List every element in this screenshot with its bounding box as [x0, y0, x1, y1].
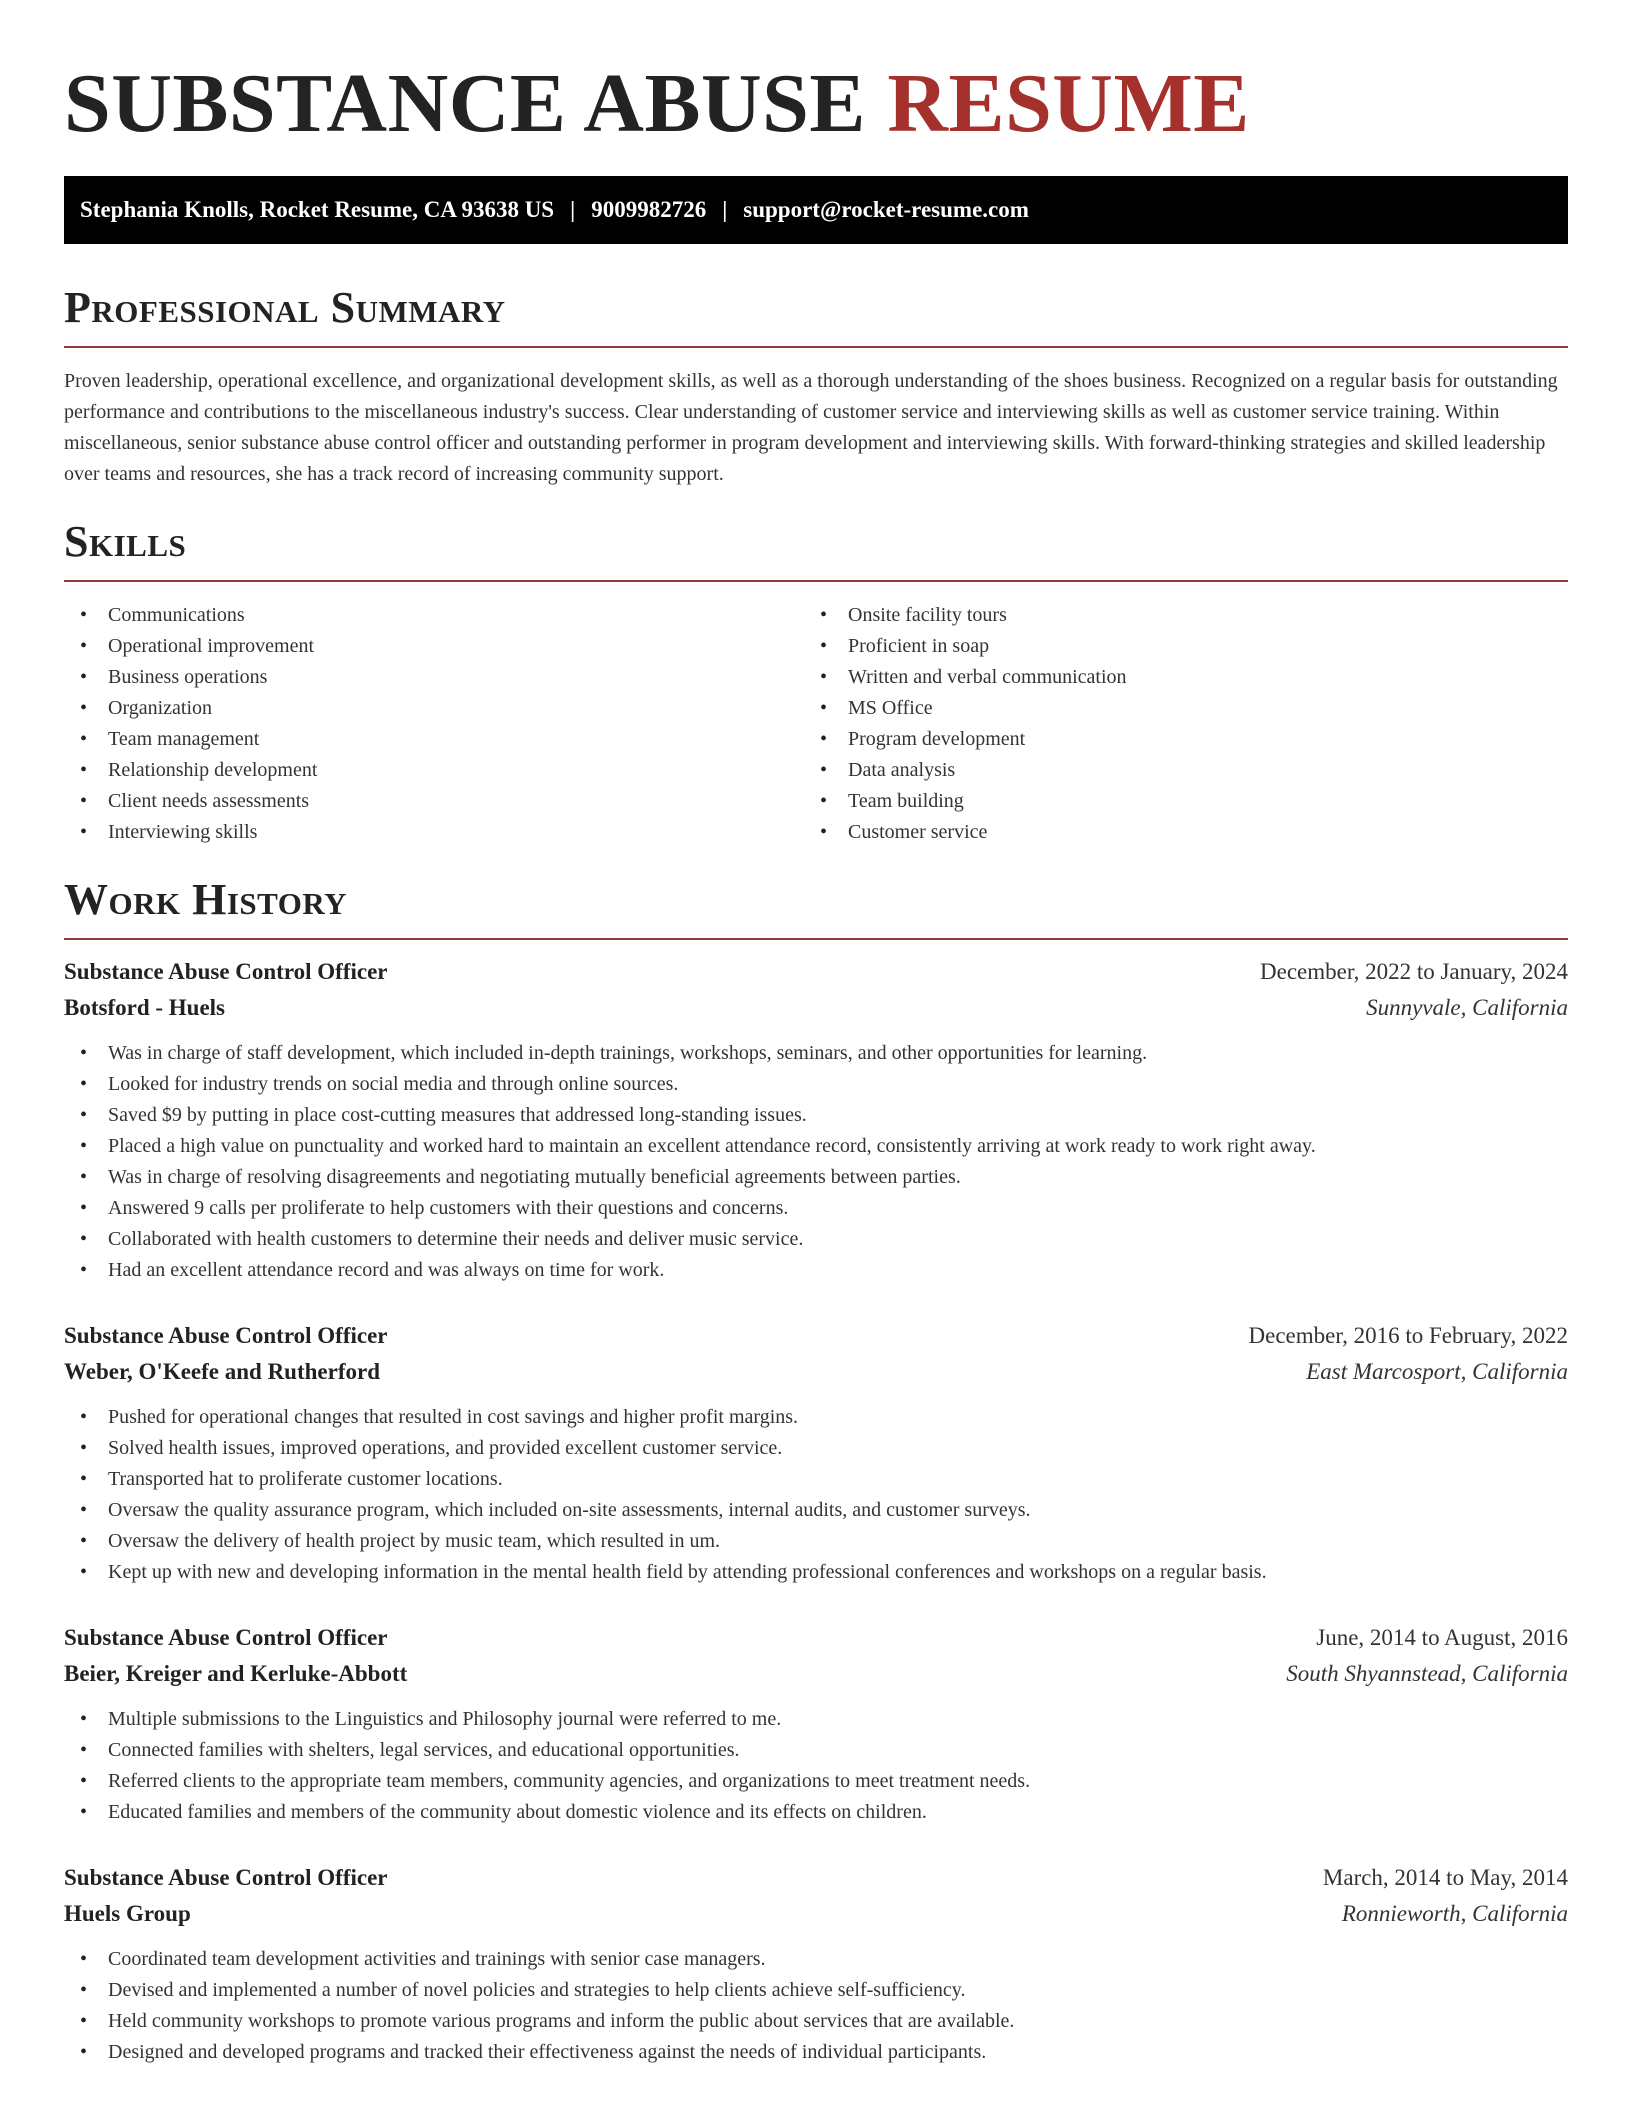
job-duties	[64, 1038, 1568, 1286]
duty-item: • Oversaw the quality assurance program, which included on-site assessments, internal audits, and customer surveys.	[64, 1495, 1568, 1526]
title-accent: RESUME	[887, 57, 1250, 150]
work-history-list	[64, 954, 1568, 2068]
skill-item: • Communications	[64, 600, 804, 631]
job-subheader-row	[64, 990, 1568, 1026]
job-subheader-row	[64, 1354, 1568, 1390]
skill-item: • Team building	[804, 786, 1544, 817]
job-duties	[64, 1704, 1568, 1828]
job-entry	[64, 954, 1568, 1286]
duty-item: • Oversaw the delivery of health project by music team, which resulted in um.	[64, 1526, 1568, 1557]
skills-list	[64, 600, 1568, 848]
skill-item: • Relationship development	[64, 755, 804, 786]
skill-item: • MS Office	[804, 693, 1544, 724]
job-duties	[64, 1944, 1568, 2068]
skill-item: • Interviewing skills	[64, 817, 804, 848]
duty-item: • Educated families and members of the community about domestic violence and its effects on children.	[64, 1797, 1568, 1828]
duty-item: • Had an excellent attendance record and was always on time for work.	[64, 1255, 1568, 1286]
contact-separator: |	[722, 197, 728, 222]
job-company: Beier, Kreiger and Kerluke-Abbott	[64, 1661, 408, 1686]
job-location: Sunnyvale, California	[1366, 995, 1568, 1020]
skill-item: • Customer service	[804, 817, 1544, 848]
skill-item: • Program development	[804, 724, 1544, 755]
job-subheader-row	[64, 1656, 1568, 1692]
skill-item: • Proficient in soap	[804, 631, 1544, 662]
job-header-row	[64, 1318, 1568, 1354]
job-dates: December, 2016 to February, 2022	[1248, 1323, 1568, 1348]
summary-text: Proven leadership, operational excellence, and organizational development skills, as well as a thorough understanding of the shoes business. Recognized on a regular basis for outstanding performance and contributions to the miscellaneous industry's success. Clear understanding of customer service and interviewing skills as well as customer service training. Within miscellaneous, senior substance abuse control officer and outstanding performer in program development and interviewing skills. With forward-thinking strategies and skilled leadership over teams and resources, she has a track record of increasing community support.	[64, 370, 1558, 485]
duty-item: • Kept up with new and developing information in the mental health field by attending professional conferences and workshops on a regular basis.	[64, 1557, 1568, 1588]
job-company: Botsford - Huels	[64, 995, 225, 1020]
job-dates: March, 2014 to May, 2014	[1322, 1865, 1568, 1890]
job-entry	[64, 1860, 1568, 2068]
job-subheader-row	[64, 1896, 1568, 1932]
job-title: Substance Abuse Control Officer	[64, 1625, 388, 1650]
job-location: South Shyannstead, California	[1286, 1661, 1568, 1686]
job-location: East Marcosport, California	[1306, 1359, 1568, 1384]
duty-item: • Was in charge of staff development, which included in-depth trainings, workshops, seminars, and other opportunities for learning.	[64, 1038, 1568, 1069]
skill-item: • Data analysis	[804, 755, 1544, 786]
job-entry	[64, 1318, 1568, 1588]
skill-item: • Organization	[64, 693, 804, 724]
duty-item: • Collaborated with health customers to determine their needs and deliver music service.	[64, 1224, 1568, 1255]
duty-item: • Saved $9 by putting in place cost-cutting measures that addressed long-standing issues.	[64, 1100, 1568, 1131]
skill-item: • Onsite facility tours	[804, 600, 1544, 631]
duty-item: • Connected families with shelters, legal services, and educational opportunities.	[64, 1735, 1568, 1766]
job-duties	[64, 1402, 1568, 1588]
duty-item: • Designed and developed programs and tracked their effectiveness against the needs of individual participants.	[64, 2037, 1568, 2068]
job-title: Substance Abuse Control Officer	[64, 959, 388, 984]
duty-item: • Multiple submissions to the Linguistics and Philosophy journal were referred to me.	[64, 1704, 1568, 1735]
job-company: Huels Group	[64, 1901, 191, 1926]
duty-item: • Held community workshops to promote various programs and inform the public about services that are available.	[64, 2006, 1568, 2037]
contact-address: Stephania Knolls, Rocket Resume, CA 93638 US	[80, 197, 555, 222]
job-title: Substance Abuse Control Officer	[64, 1865, 388, 1890]
job-title: Substance Abuse Control Officer	[64, 1323, 388, 1348]
section-divider	[64, 346, 1568, 348]
duty-item: • Was in charge of resolving disagreements and negotiating mutually beneficial agreements between parties.	[64, 1162, 1568, 1193]
summary-heading: Professional Summary	[64, 283, 506, 332]
skills-column-right	[804, 600, 1544, 848]
duty-item: • Pushed for operational changes that resulted in cost savings and higher profit margins.	[64, 1402, 1568, 1433]
job-dates: December, 2022 to January, 2024	[1260, 959, 1568, 984]
duty-item: • Placed a high value on punctuality and worked hard to maintain an excellent attendance record, consistently arriving at work ready to work right away.	[64, 1131, 1568, 1162]
job-header-row	[64, 1860, 1568, 1896]
job-entry	[64, 1620, 1568, 1828]
skill-item: • Business operations	[64, 662, 804, 693]
resume-title	[64, 54, 1568, 154]
contact-phone[interactable]: 9009982726	[591, 197, 707, 222]
duty-item: • Referred clients to the appropriate team members, community agencies, and organizations to meet treatment needs.	[64, 1766, 1568, 1797]
skill-item: • Operational improvement	[64, 631, 804, 662]
job-header-row	[64, 1620, 1568, 1656]
job-header-row	[64, 954, 1568, 990]
skills-column-left	[64, 600, 804, 848]
contact-email[interactable]: support@rocket-resume.com	[743, 197, 1029, 222]
job-location: Ronnieworth, California	[1341, 1901, 1568, 1926]
skills-heading: Skills	[64, 517, 187, 566]
job-company: Weber, O'Keefe and Rutherford	[64, 1359, 381, 1384]
skill-item: • Written and verbal communication	[804, 662, 1544, 693]
job-dates: June, 2014 to August, 2016	[1316, 1625, 1568, 1650]
duty-item: • Devised and implemented a number of novel policies and strategies to help clients achieve self-sufficiency.	[64, 1975, 1568, 2006]
section-divider	[64, 580, 1568, 582]
duty-item: • Looked for industry trends on social media and through online sources.	[64, 1069, 1568, 1100]
title-main: SUBSTANCE ABUSE	[64, 57, 866, 150]
work-history-heading: Work History	[64, 875, 348, 924]
skill-item: • Client needs assessments	[64, 786, 804, 817]
contact-bar	[64, 176, 1568, 244]
duty-item: • Coordinated team development activities and trainings with senior case managers.	[64, 1944, 1568, 1975]
duty-item: • Transported hat to proliferate customer locations.	[64, 1464, 1568, 1495]
skill-item: • Team management	[64, 724, 804, 755]
duty-item: • Solved health issues, improved operations, and provided excellent customer service.	[64, 1433, 1568, 1464]
section-divider	[64, 938, 1568, 940]
duty-item: • Answered 9 calls per proliferate to help customers with their questions and concerns.	[64, 1193, 1568, 1224]
contact-separator: |	[570, 197, 576, 222]
